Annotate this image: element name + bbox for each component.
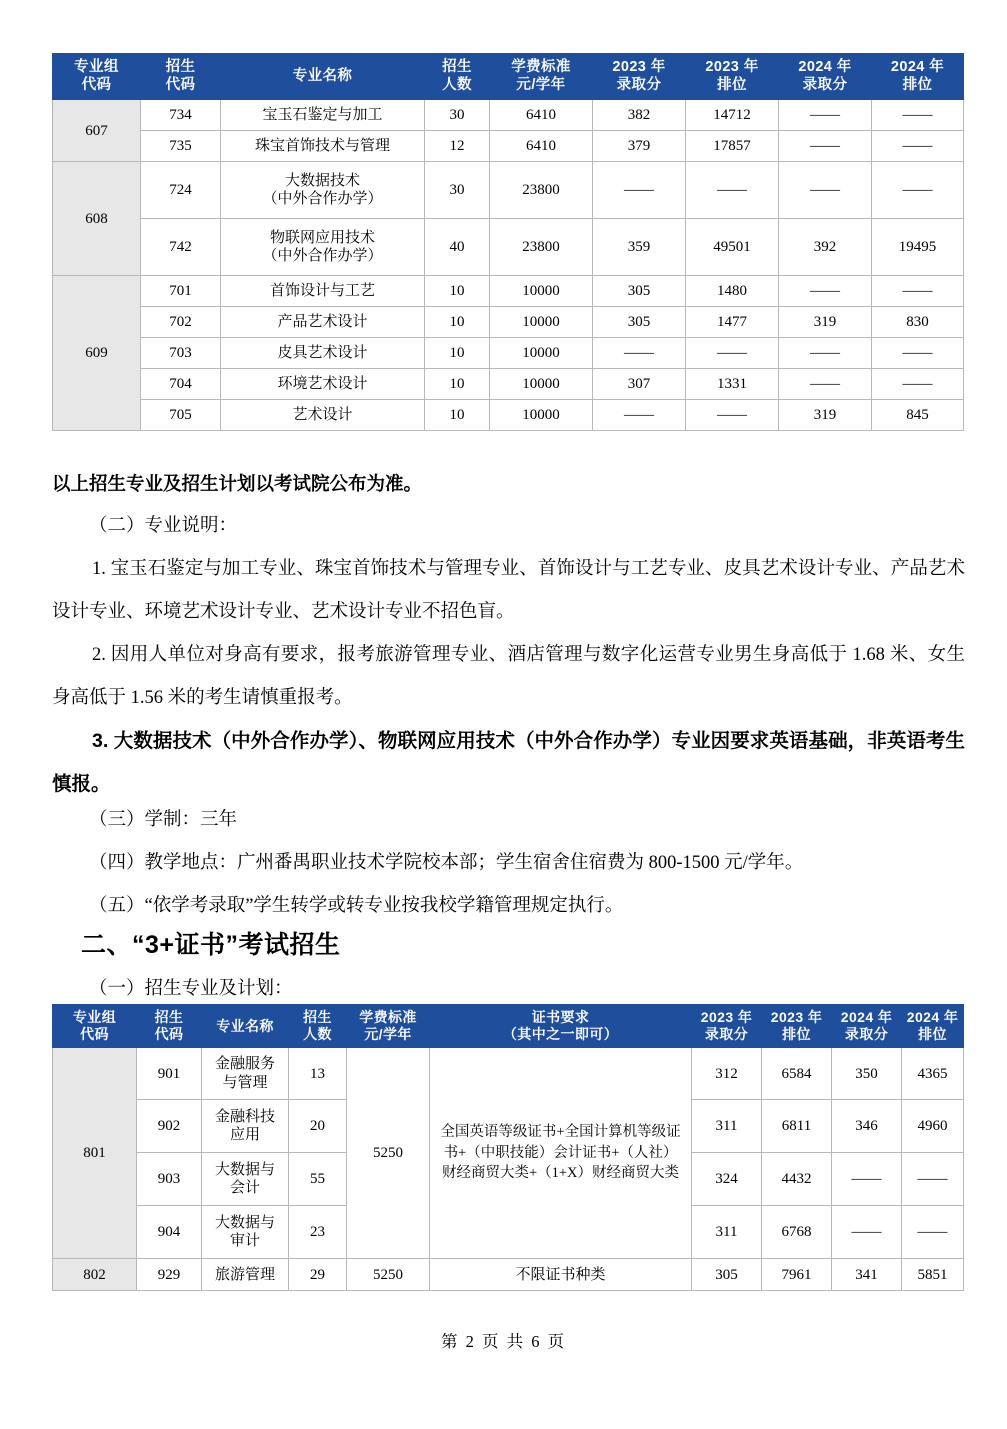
th-enroll-count — [425, 54, 490, 100]
enroll-code-cell: 901 — [137, 1048, 202, 1100]
th-group-code — [53, 54, 141, 100]
rank-2024-cell: —— — [872, 131, 964, 162]
score-2023-cell: 311 — [692, 1100, 762, 1153]
tuition-cell: 5250 — [347, 1048, 430, 1259]
score-2024-cell: 346 — [832, 1100, 902, 1153]
enroll-count-cell: 12 — [425, 131, 490, 162]
tuition-cell: 6410 — [490, 100, 593, 131]
score-2024-cell: 341 — [832, 1259, 902, 1291]
th-line2: 元/学年 — [516, 76, 566, 93]
table-row — [53, 162, 964, 219]
th-line1: 专业组 — [74, 59, 119, 75]
page-footer: 第 2 页 共 6 页 — [440, 1332, 567, 1351]
th-line1: 2024 年 — [840, 1009, 893, 1025]
score-2024-cell: —— — [779, 131, 872, 162]
th-line1: 专业组 — [72, 1009, 117, 1025]
th-line2: 录取分 — [844, 1026, 889, 1043]
rank-2023-cell: —— — [686, 400, 779, 431]
score-2023-cell: 359 — [593, 219, 686, 276]
enroll-code-cell: 704 — [141, 369, 221, 400]
tuition-cell: 10000 — [490, 307, 593, 338]
rank-2023-cell: 17857 — [686, 131, 779, 162]
th-line1: 证书要求 — [531, 1009, 590, 1025]
rank-2023-cell: 49501 — [686, 219, 779, 276]
rank-2023-cell: 1331 — [686, 369, 779, 400]
enroll-code-cell: 705 — [141, 400, 221, 431]
major-note-item-3: 3. 大数据技术（中外合作办学）、物联网应用技术（中外合作办学）专业因要求英语基础，非英语考生慎报。 — [52, 730, 965, 795]
score-2024-cell: 319 — [779, 400, 872, 431]
th-enroll-code — [137, 1005, 202, 1048]
score-2024-cell: —— — [779, 162, 872, 219]
th-line1: 招生 — [303, 1009, 332, 1025]
tuition-cell: 10000 — [490, 276, 593, 307]
th-rank-2023 — [762, 1005, 832, 1048]
table1-header-row — [53, 54, 964, 100]
major-name-cell — [221, 162, 425, 219]
enroll-code-cell: 703 — [141, 338, 221, 369]
th-rank-2023 — [686, 54, 779, 100]
certificate-requirement-cell: 不限证书种类 — [430, 1259, 692, 1291]
rank-2023-cell: 6811 — [762, 1100, 832, 1153]
enroll-count-cell: 10 — [425, 276, 490, 307]
enroll-code-cell: 929 — [137, 1259, 202, 1291]
th-line1: 招生 — [442, 59, 472, 75]
table-row — [53, 276, 964, 307]
major-name-cell — [202, 1153, 289, 1206]
major-note-item-1: 1. 宝玉石鉴定与加工专业、珠宝首饰技术与管理专业、首饰设计与工艺专业、皮具艺术设计专业、产品艺术设计专业、环境艺术设计专业、艺术设计专业不招色盲。 — [52, 559, 965, 622]
group-code-cell: 608 — [53, 162, 141, 276]
score-2024-cell: 392 — [779, 219, 872, 276]
th-line1: 2023 年 — [700, 1009, 753, 1025]
major-name-line1: 大数据技术 — [284, 173, 360, 190]
th-score-2024 — [779, 54, 872, 100]
note-above-paragraph: 以上招生专业及招生计划以考试院公布为准。 — [52, 473, 423, 494]
th-tuition — [490, 54, 593, 100]
th-line2: 排位 — [918, 1026, 947, 1043]
major-name-cell: 艺术设计 — [221, 400, 425, 431]
th-rank-2024 — [872, 54, 964, 100]
th-enroll-code — [141, 54, 221, 100]
major-name-line1: 金融服务 — [214, 1056, 275, 1073]
group-code-cell: 801 — [53, 1048, 137, 1259]
th-line1: 专业名称 — [292, 67, 353, 84]
score-2024-cell: 319 — [779, 307, 872, 338]
tuition-cell: 10000 — [490, 369, 593, 400]
major-name-line2: 应用 — [229, 1127, 260, 1144]
enroll-count-cell: 30 — [425, 162, 490, 219]
score-2024-cell: —— — [779, 276, 872, 307]
th-score-2023 — [593, 54, 686, 100]
section-4-location: （四）教学地点：广州番禺职业技术学院校本部；学生宿舍住宿费为 800-1500 元/学年。 — [89, 853, 804, 873]
th-group-code — [53, 1005, 137, 1048]
th-line2: 人数 — [303, 1026, 332, 1043]
score-2024-cell: —— — [832, 1153, 902, 1206]
th-score-2023 — [692, 1005, 762, 1048]
major-name-line2: 与管理 — [222, 1074, 268, 1091]
major-name-cell: 皮具艺术设计 — [221, 338, 425, 369]
tuition-cell: 10000 — [490, 400, 593, 431]
table-row — [53, 1048, 964, 1100]
rank-2023-cell: 1477 — [686, 307, 779, 338]
major-name-line2: （中外合作办学） — [262, 248, 383, 265]
th-line1: 招生 — [165, 59, 196, 75]
tuition-cell: 5250 — [347, 1259, 430, 1291]
th-line1: 2023 年 — [612, 59, 666, 75]
table2-header-row — [53, 1005, 964, 1048]
th-line2: 代码 — [81, 76, 112, 93]
major-name-line2: （中外合作办学） — [262, 191, 383, 208]
th-line2: 录取分 — [802, 76, 848, 93]
major-name-cell — [202, 1048, 289, 1100]
section-3-schooling: （三）学制：三年 — [89, 810, 238, 830]
enroll-code-cell: 734 — [141, 100, 221, 131]
rank-2024-cell: —— — [872, 276, 964, 307]
th-line2: 排位 — [902, 76, 933, 93]
admission-plan-table-2 — [52, 1004, 964, 1291]
th-line1: 2024 年 — [798, 59, 852, 75]
th-line2: 排位 — [717, 76, 747, 93]
th-line1: 招生 — [154, 1009, 184, 1025]
score-2023-cell: —— — [593, 162, 686, 219]
th-score-2024 — [832, 1005, 902, 1048]
major-name-cell: 首饰设计与工艺 — [221, 276, 425, 307]
enroll-code-cell: 702 — [141, 307, 221, 338]
major-name-line1: 物联网应用技术 — [269, 230, 375, 247]
rank-2024-cell: 4365 — [902, 1048, 964, 1100]
enroll-code-cell: 902 — [137, 1100, 202, 1153]
rank-2023-cell: 1480 — [686, 276, 779, 307]
score-2023-cell: 307 — [593, 369, 686, 400]
th-line2: 录取分 — [616, 76, 662, 93]
score-2023-cell: 382 — [593, 100, 686, 131]
score-2023-cell: —— — [593, 400, 686, 431]
th-line2: 排位 — [782, 1026, 811, 1043]
rank-2024-cell: 4960 — [902, 1100, 964, 1153]
enroll-count-cell: 13 — [289, 1048, 347, 1100]
th-line2: （其中之一即可） — [502, 1026, 619, 1043]
major-name-line1: 金融科技 — [214, 1108, 275, 1125]
th-line1: 学费标准 — [511, 59, 571, 75]
rank-2024-cell: 845 — [872, 400, 964, 431]
score-2023-cell: 379 — [593, 131, 686, 162]
score-2023-cell: —— — [593, 338, 686, 369]
score-2023-cell: 305 — [593, 307, 686, 338]
th-major-name — [221, 54, 425, 100]
enroll-count-cell: 20 — [289, 1100, 347, 1153]
rank-2023-cell: 14712 — [686, 100, 779, 131]
enroll-code-cell: 735 — [141, 131, 221, 162]
th-line1: 2024 年 — [906, 1009, 959, 1025]
th-line1: 2023 年 — [770, 1009, 823, 1025]
table-row — [53, 369, 964, 400]
th-rank-2024 — [902, 1005, 964, 1048]
rank-2024-cell: —— — [902, 1153, 964, 1206]
section-2-title: （二）专业说明： — [89, 516, 238, 536]
rank-2024-cell: 830 — [872, 307, 964, 338]
th-line2: 人数 — [442, 76, 472, 93]
rank-2023-cell: 6768 — [762, 1206, 832, 1259]
enroll-count-cell: 10 — [425, 307, 490, 338]
th-certificate-requirement — [430, 1005, 692, 1048]
tuition-cell: 23800 — [490, 162, 593, 219]
enroll-count-cell: 23 — [289, 1206, 347, 1259]
major-name-cell: 宝玉石鉴定与加工 — [221, 100, 425, 131]
major-name-cell — [202, 1100, 289, 1153]
enroll-code-cell: 724 — [141, 162, 221, 219]
score-2023-cell: 311 — [692, 1206, 762, 1259]
th-enroll-count — [289, 1005, 347, 1048]
rank-2023-cell: —— — [686, 162, 779, 219]
th-line2: 代码 — [165, 76, 196, 93]
major-name-cell — [221, 219, 425, 276]
enroll-count-cell: 10 — [425, 338, 490, 369]
rank-2024-cell: —— — [872, 162, 964, 219]
score-2024-cell: —— — [832, 1206, 902, 1259]
tuition-cell: 10000 — [490, 338, 593, 369]
table-row — [53, 338, 964, 369]
score-2024-cell: —— — [779, 338, 872, 369]
score-2023-cell: 305 — [593, 276, 686, 307]
major-name-line1: 大数据与 — [214, 1161, 275, 1178]
rank-2024-cell: 19495 — [872, 219, 964, 276]
enroll-count-cell: 40 — [425, 219, 490, 276]
major-name-line2: 审计 — [229, 1233, 260, 1250]
group-code-cell: 609 — [53, 276, 141, 431]
th-major-name — [202, 1005, 289, 1048]
score-2024-cell: —— — [779, 100, 872, 131]
score-2023-cell: 312 — [692, 1048, 762, 1100]
th-line1: 学费标准 — [359, 1009, 417, 1025]
rank-2024-cell: —— — [872, 100, 964, 131]
th-line2: 代码 — [80, 1026, 109, 1043]
enroll-count-cell: 29 — [289, 1259, 347, 1291]
th-line1: 2023 年 — [705, 59, 759, 75]
major-name-line1: 大数据与 — [214, 1214, 275, 1231]
table-row — [53, 219, 964, 276]
th-line1: 2024 年 — [890, 59, 945, 75]
rank-2024-cell: —— — [902, 1206, 964, 1259]
table-row — [53, 307, 964, 338]
score-2024-cell: —— — [779, 369, 872, 400]
major-name-cell: 旅游管理 — [202, 1259, 289, 1291]
rank-2023-cell: 7961 — [762, 1259, 832, 1291]
table-row — [53, 400, 964, 431]
score-2023-cell: 305 — [692, 1259, 762, 1291]
score-2024-cell: 350 — [832, 1048, 902, 1100]
rank-2024-cell: —— — [872, 369, 964, 400]
enroll-count-cell: 10 — [425, 400, 490, 431]
th-line2: 代码 — [154, 1026, 184, 1043]
admission-plan-table-1 — [52, 53, 964, 431]
enroll-code-cell: 742 — [141, 219, 221, 276]
table-row — [53, 100, 964, 131]
major-name-cell: 环境艺术设计 — [221, 369, 425, 400]
th-tuition — [347, 1005, 430, 1048]
rank-2024-cell: 5851 — [902, 1259, 964, 1291]
certificate-requirement-cell: 全国英语等级证书+全国计算机等级证书+（中职技能）会计证书+（人社）财经商贸大类+（1+X）财经商贸大类 — [430, 1048, 692, 1259]
table-row — [53, 131, 964, 162]
major-name-cell: 珠宝首饰技术与管理 — [221, 131, 425, 162]
major-note-item-2: 2. 因用人单位对身高有要求，报考旅游管理专业、酒店管理与数字化运营专业男生身高低于 1.68 米、女生身高低于 1.56 米的考生请慎重报考。 — [52, 645, 965, 708]
rank-2024-cell: —— — [872, 338, 964, 369]
group-code-cell: 607 — [53, 100, 141, 162]
th-line1: 专业名称 — [216, 1017, 274, 1034]
enroll-code-cell: 903 — [137, 1153, 202, 1206]
table-row — [53, 1259, 964, 1291]
enroll-code-cell: 701 — [141, 276, 221, 307]
major-name-line2: 会计 — [229, 1180, 260, 1197]
enroll-count-cell: 55 — [289, 1153, 347, 1206]
th-line2: 元/学年 — [364, 1026, 412, 1043]
group-code-cell: 802 — [53, 1259, 137, 1291]
tuition-cell: 6410 — [490, 131, 593, 162]
major-name-cell — [202, 1206, 289, 1259]
section-2-1-plan: （一）招生专业及计划： — [89, 979, 293, 999]
page-heading-2: 二、“3+证书”考试招生 — [81, 931, 341, 959]
score-2023-cell: 324 — [692, 1153, 762, 1206]
enroll-code-cell: 904 — [137, 1206, 202, 1259]
rank-2023-cell: 4432 — [762, 1153, 832, 1206]
section-5-transfer: （五）“依学考录取”学生转学或转专业按我校学籍管理规定执行。 — [89, 896, 624, 916]
major-name-cell: 产品艺术设计 — [221, 307, 425, 338]
enroll-count-cell: 10 — [425, 369, 490, 400]
rank-2023-cell: —— — [686, 338, 779, 369]
tuition-cell: 23800 — [490, 219, 593, 276]
rank-2023-cell: 6584 — [762, 1048, 832, 1100]
enroll-count-cell: 30 — [425, 100, 490, 131]
th-line2: 录取分 — [704, 1026, 749, 1043]
